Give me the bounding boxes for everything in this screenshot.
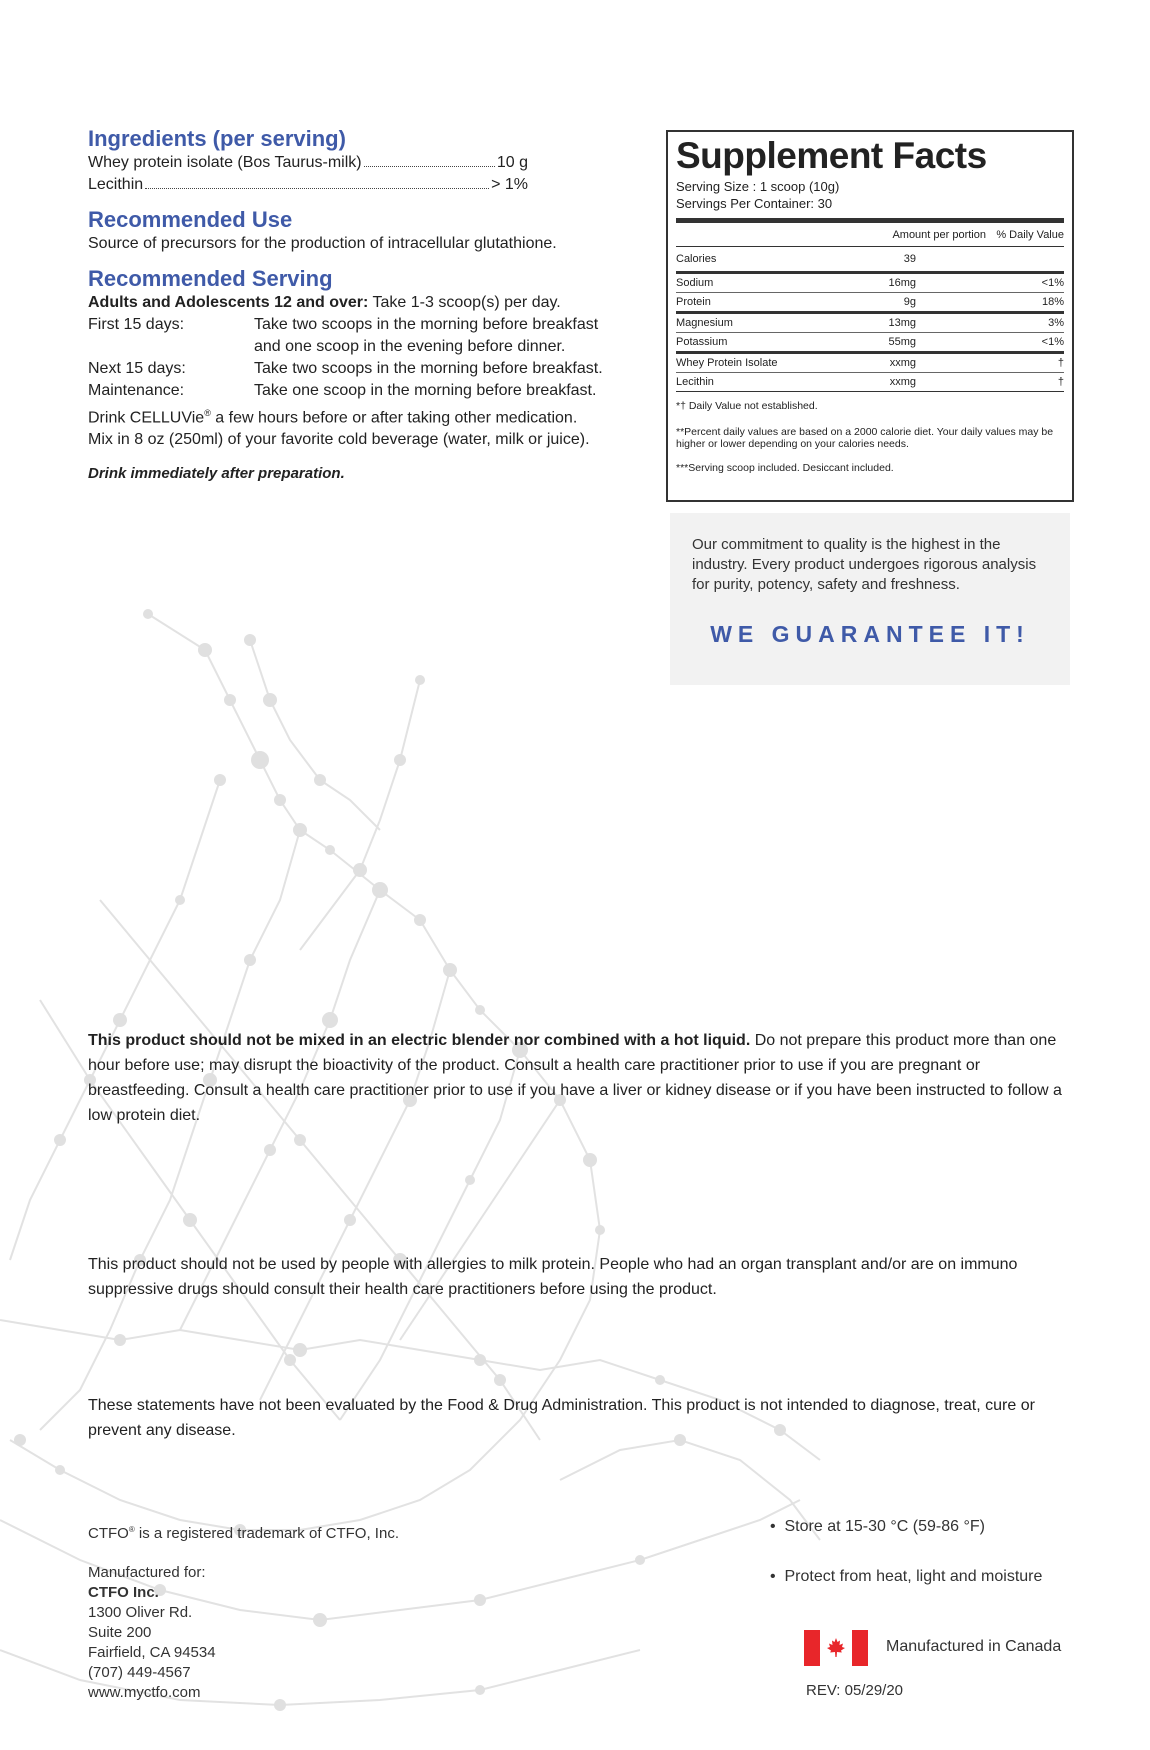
facts-row: [676, 373, 1064, 392]
address-line: Suite 200: [88, 1624, 152, 1641]
percent-daily-note: **Percent daily values are based on a 2000 calorie diet. Your daily values may be higher or lower depending on your calories needs.: [676, 426, 1054, 450]
supplement-facts-panel: [666, 130, 1074, 502]
storage-bullet: • Store at 15-30 °C (59-86 °F): [770, 1518, 985, 1535]
schedule-label: Next 15 days:: [88, 360, 186, 377]
nutrient-name: Sodium: [676, 277, 714, 289]
recommended-use-text: Source of precursors for the production of intracellular glutathione.: [88, 235, 557, 252]
facts-row: [676, 314, 1064, 333]
nutrient-amount: 39: [903, 253, 916, 265]
manufactured-in-canada: Manufactured in Canada: [886, 1638, 1062, 1655]
warning-text: Do not prepare this product more than one hour before use; may disrupt the bioactivity of the product. Consult a health care practitioner prior to use if you are pregnant or breastfeeding. Consult a health care practitioner prior to use if you have a liver or kidney disease or if you have been instructed to follow a low protein diet.: [88, 1032, 1062, 1124]
guarantee-text: Our commitment to quality is the highest in the industry. Every product undergoes rigorous analysis for purity, potency, safety and freshness.: [692, 536, 1037, 593]
nutrient-amount: 13mg: [888, 317, 916, 329]
supplement-facts-title: Supplement Facts: [676, 135, 987, 176]
facts-row: [676, 293, 1064, 314]
schedule-text-line2: and one scoop in the evening before dinner.: [254, 338, 566, 355]
schedule-text: Take two scoops in the morning before breakfast.: [254, 360, 603, 377]
amount-column-header: Amount per portion: [892, 229, 986, 241]
nutrient-dv: 18%: [1041, 296, 1064, 308]
storage-text: Store at 15-30 °C (59-86 °F): [784, 1518, 985, 1535]
facts-row: [676, 274, 1064, 293]
trademark-line: [88, 1520, 399, 1544]
recommended-serving-section: [88, 266, 648, 485]
protect-text: Protect from heat, light and moisture: [784, 1568, 1043, 1585]
nutrient-amount: 16mg: [888, 277, 916, 289]
registered-mark: ®: [128, 1525, 135, 1534]
schedule-row: [88, 380, 648, 402]
canada-flag-icon: [804, 1630, 868, 1666]
manufacturer-address: [88, 1563, 216, 1703]
city-line: Fairfield, CA 94534: [88, 1644, 216, 1661]
recommended-use-section: [88, 207, 557, 255]
nutrient-name: Potassium: [676, 336, 728, 348]
allergy-paragraph: This product should not be used by people with allergies to milk protein. People who had an organ transplant and/or are on immuno suppressive drugs should consult their health care practitioners before using the product.: [88, 1256, 1018, 1298]
address-line: 1300 Oliver Rd.: [88, 1604, 193, 1621]
drink-text-start: Drink CELLUVie: [88, 409, 205, 427]
guarantee-headline: WE GUARANTEE IT!: [710, 621, 1030, 647]
ingredient-row: [88, 174, 528, 196]
ingredient-row: [88, 152, 528, 174]
schedule-label: First 15 days:: [88, 316, 185, 333]
servings-per-container: Servings Per Container: 30: [676, 196, 833, 211]
nutrient-amount: xxmg: [889, 376, 916, 388]
nutrient-amount: 55mg: [888, 336, 916, 348]
phone-number: (707) 449-4567: [88, 1664, 191, 1681]
manufactured-for-label: Manufactured for:: [88, 1564, 206, 1581]
mix-line: Mix in 8 oz (250ml) of your favorite cold beverage (water, milk or juice).: [88, 431, 590, 449]
warning-paragraph: [88, 1028, 1078, 1128]
trademark-brand: CTFO: [88, 1525, 129, 1542]
drink-line: [88, 402, 648, 429]
ingredient-amount: 10 g: [496, 154, 528, 171]
ingredients-section: [88, 126, 528, 196]
facts-row: [676, 247, 1064, 274]
facts-row: [676, 354, 1064, 373]
schedule-label: Maintenance:: [88, 382, 185, 399]
nutrient-dv: †: [1057, 357, 1064, 369]
adults-line: [88, 292, 648, 314]
drink-note: Drink immediately after preparation.: [88, 465, 345, 483]
nutrient-name: Whey Protein Isolate: [676, 357, 778, 369]
facts-header-row: [676, 223, 1064, 247]
warning-bold: This product should not be mixed in an electric blender nor combined with a hot liquid.: [88, 1032, 751, 1049]
leader-dots: [364, 166, 495, 167]
nutrient-name: Lecithin: [676, 376, 714, 388]
nutrient-amount: xxmg: [889, 357, 916, 369]
maple-leaf-icon: [824, 1636, 848, 1660]
schedule-text-line1: Take two scoops in the morning before breakfast: [254, 316, 599, 333]
trademark-text: is a registered trademark of CTFO, Inc.: [134, 1525, 399, 1542]
nutrient-name: Magnesium: [676, 317, 733, 329]
daily-value-note: *† Daily Value not established.: [676, 400, 818, 412]
guarantee-panel: [670, 513, 1070, 685]
recommended-serving-heading: Recommended Serving: [88, 266, 333, 291]
drink-text-end: a few hours before or after taking other medication.: [210, 409, 578, 427]
recommended-use-heading: Recommended Use: [88, 207, 293, 232]
schedule-row: [88, 358, 648, 380]
ingredient-amount: > 1%: [491, 176, 528, 193]
daily-value-column-header: % Daily Value: [996, 229, 1064, 241]
registered-mark: ®: [204, 408, 211, 418]
protect-bullet: • Protect from heat, light and moisture: [770, 1568, 1043, 1585]
leader-dots: [145, 188, 489, 189]
nutrient-name: Protein: [676, 296, 711, 308]
ingredients-heading: Ingredients (per serving): [88, 126, 346, 151]
nutrient-name: Calories: [676, 253, 717, 265]
fda-disclaimer: These statements have not been evaluated by the Food & Drug Administration. This product is not intended to diagnose, treat, cure or prevent any disease.: [88, 1397, 1035, 1439]
nutrient-dv: <1%: [1041, 336, 1064, 348]
nutrient-dv: †: [1057, 376, 1064, 388]
nutrient-dv: [916, 253, 1064, 265]
schedule-text: [254, 314, 598, 358]
facts-row: [676, 333, 1064, 354]
adults-text: Take 1-3 scoop(s) per day.: [368, 294, 561, 311]
revision-date: REV: 05/29/20: [806, 1682, 904, 1699]
adults-label: Adults and Adolescents 12 and over:: [88, 294, 369, 311]
nutrient-dv: <1%: [1041, 277, 1064, 289]
nutrient-amount: 9g: [903, 296, 916, 308]
nutrient-dv: 3%: [1048, 317, 1064, 329]
website-link[interactable]: www.myctfo.com: [88, 1684, 201, 1701]
ingredient-name: Lecithin: [88, 176, 144, 193]
scoop-note: ***Serving scoop included. Desiccant included.: [676, 462, 894, 474]
serving-size: Serving Size : 1 scoop (10g): [676, 179, 840, 194]
schedule-text: Take one scoop in the morning before breakfast.: [254, 382, 597, 399]
ingredient-name: Whey protein isolate (Bos Taurus-milk): [88, 154, 362, 171]
schedule-row: [88, 314, 648, 358]
company-name: CTFO Inc.: [88, 1584, 159, 1601]
